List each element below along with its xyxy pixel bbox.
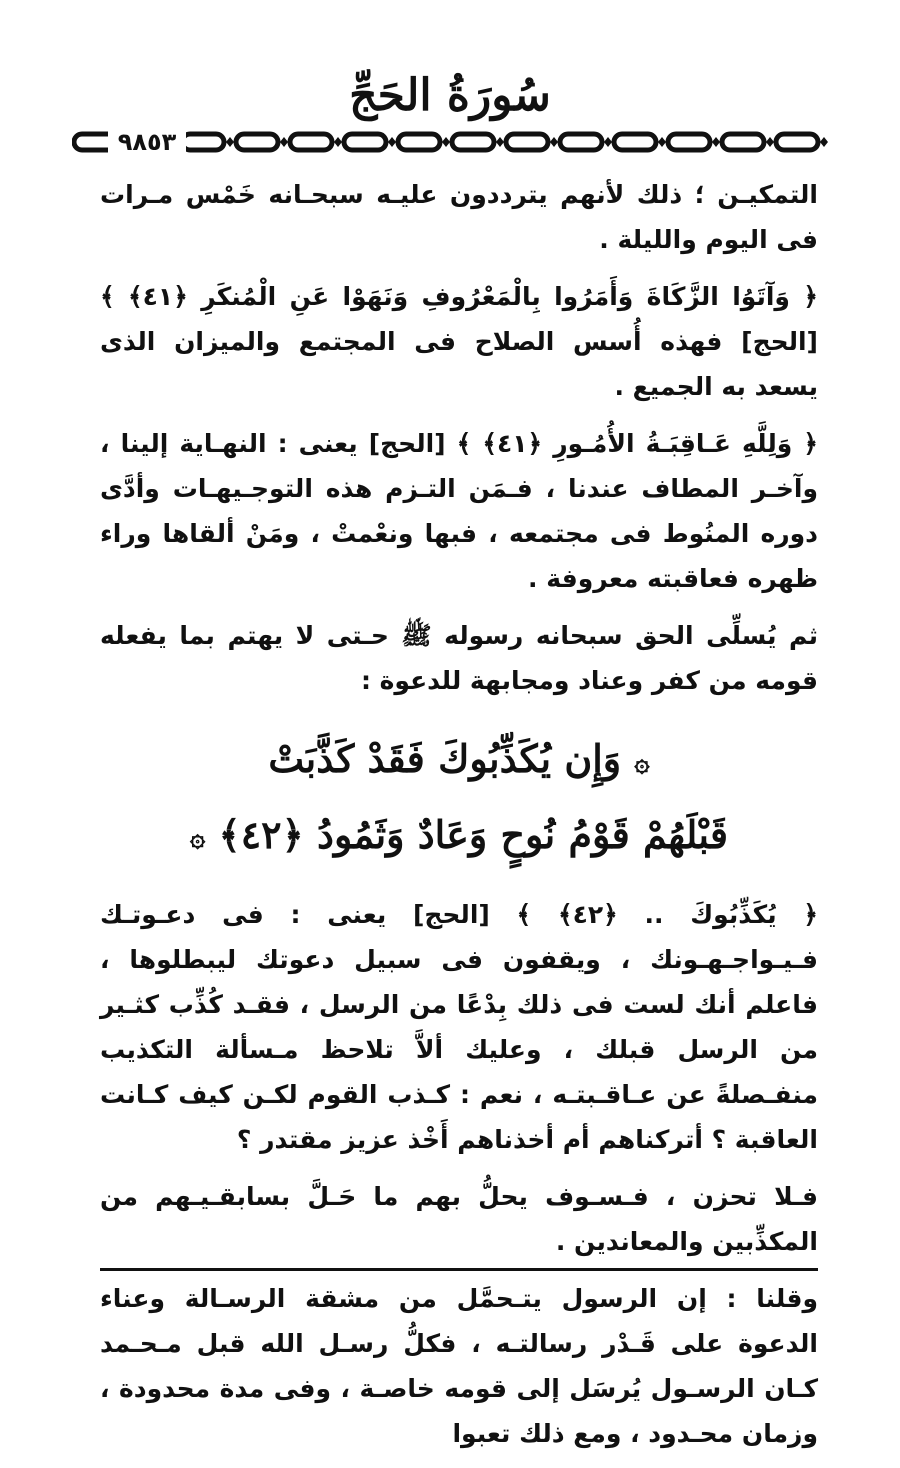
- footer-rule: [100, 1268, 818, 1271]
- quran-verse-block: [100, 723, 818, 874]
- verse-line-2: [100, 799, 818, 875]
- verse-ornament-icon: ۞: [189, 823, 206, 853]
- surah-title: سُورَةُ الحَجِّ: [349, 70, 551, 121]
- paragraph: فـلا تحزن ، فـسـوف يحلُّ بهم ما حَـلَّ بسابقـيـهم من المكذِّبين والمعاندين .: [100, 1182, 818, 1256]
- paragraph: ﴿ وَلِلَّهِ عَـاقِبَـةُ الأُمُـورِ ﴿٤١﴾ ﴾ [الحج] يعنى : النهـاية إلينا ، وآخـر المطاف عندنا ، فـمَن التـزم هذه التوجـيهـات وأدَّى دوره المنُوط فى مجتمعه ، فبها ونعْمتْ ، ومَنْ ألقاها وراء ظهره فعاقبته معروفة .: [100, 429, 818, 593]
- verse-line-1: [100, 723, 818, 799]
- paragraph: التمكيـن ؛ ذلك لأنهم يترددون عليـه سبحـانه خَمْس مـرات فى اليوم والليلة .: [100, 180, 818, 254]
- verse-text-line-1: وَإِن يُكَذِّبُوكَ فَقَدْ كَذَّبَتْ: [268, 736, 622, 781]
- verse-text-line-2: قَبْلَهُمْ قَوْمُ نُوحٍ وَعَادٌ وَثَمُودُ ﴿٤٢﴾: [218, 811, 729, 857]
- paragraph: ﴿ يُكَذِّبُوكَ .. ﴿٤٢﴾ ﴾ [الحج] يعنى : فى دعـوتـك فـيـواجـهـونك ، ويقفون فى سبيل دعوتك ليبطلوها ، فاعلم أنك لست فى ذلك بِدْعًا من الرسل ، فقـد كُذِّب كثـير من الرسل قبلك ، وعليك ألاَّ تلاحظ مـسألة التكذيب منفـصلةً عن عـاقـبتـه ، نعم : كـذب القوم لكـن كيف كـانت العاقبة ؟ أتركناهم أم أخذناهم أَخْذ عزيز مقتدر ؟: [100, 900, 819, 1154]
- header-ornament-border: [72, 124, 842, 160]
- paragraph: ثم يُسلِّى الحق سبحانه رسوله ﷺ حـتى لا يهتم بما يفعله قومه من كفر وعناد ومجابهة للدعوة :: [100, 621, 818, 695]
- page-number: ٩٨٥٣: [108, 124, 186, 160]
- verse-ornament-icon: ۞: [634, 747, 650, 778]
- paragraph: ﴿ وَآتَوُا الزَّكَاةَ وَأَمَرُوا بِالْمَعْرُوفِ وَنَهَوْا عَنِ الْمُنكَرِ ﴿٤١﴾ ﴾ [الحج] فهذه أُسس الصلاح فى المجتمع والميزان الذى يسعد به الجميع .: [100, 282, 818, 401]
- body-text: [100, 172, 818, 1468]
- ornament-chain-icon: [72, 124, 842, 160]
- paragraph: وقلنا : إن الرسول يتـحمَّل من مشقة الرسـالة وعناء الدعوة على قَـدْر رسالتـه ، فكلُّ رسـل الله قبل مـحـمد كـان الرسـول يُرسَل إلى قومه خاصـة ، وفى مدة محدودة ، وزمان محـدود ، ومع ذلك تعبوا: [100, 1284, 818, 1448]
